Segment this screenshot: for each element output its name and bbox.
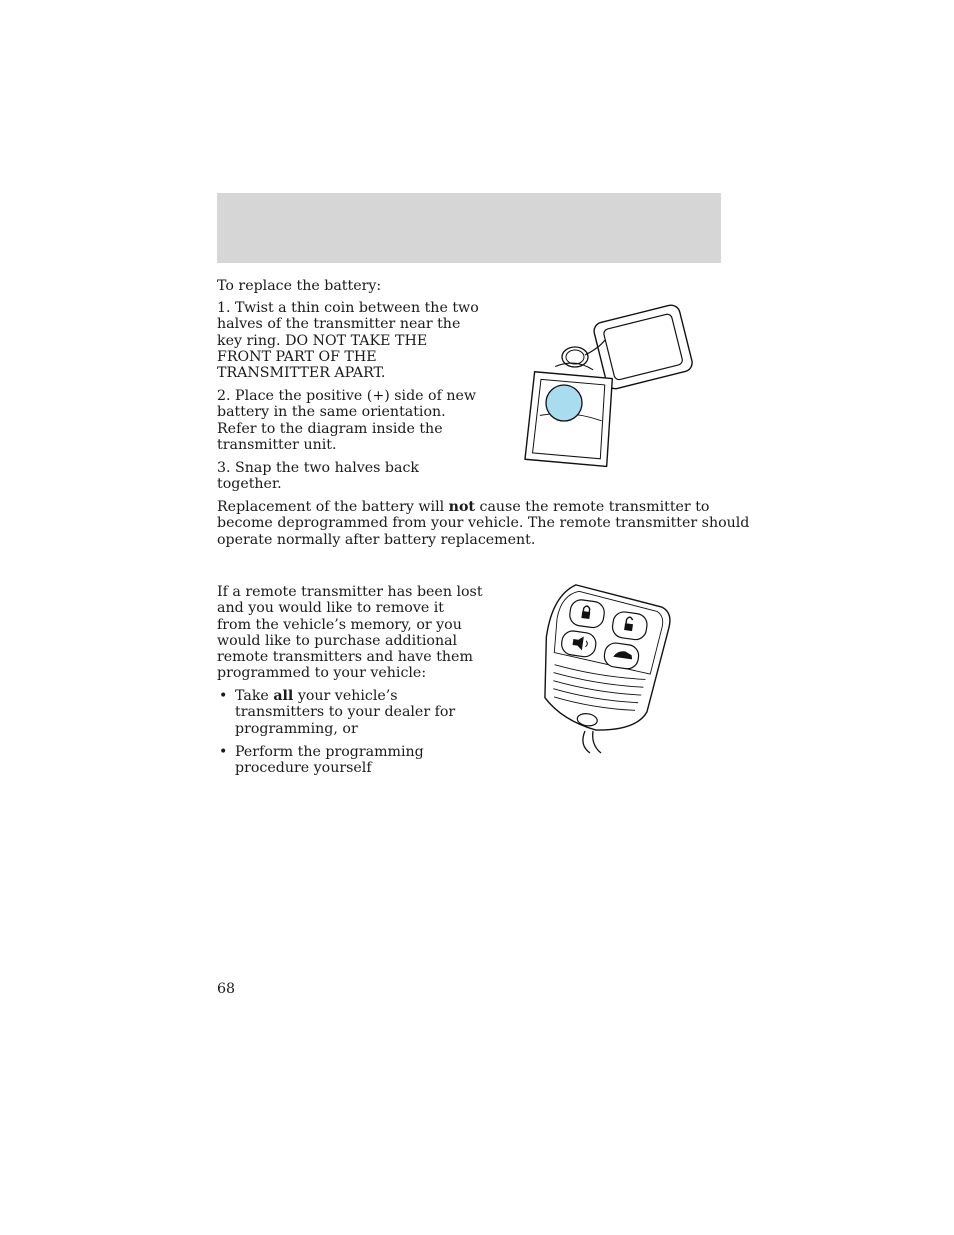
bullet-self-program: Perform the programming procedure yourself xyxy=(235,744,424,777)
transmitter-battery-illustration xyxy=(515,300,695,470)
step-3: 3. Snap the two halves back together. xyxy=(217,460,420,493)
lost-transmitter-text: If a remote transmitter has been lost and you would like to remove it from the vehicle’s memory, or you would like to purchase additional remote transmitters and have them programmed to your vehicle: xyxy=(217,584,483,682)
intro-text: To replace the battery: xyxy=(217,278,382,294)
remote-transmitter-illustration xyxy=(535,585,670,755)
step-2: 2. Place the positive (+) side of new battery in the same orientation. Refer to the diagram inside the transmitter unit. xyxy=(217,388,477,453)
section-header-band xyxy=(217,193,721,263)
page-number: 68 xyxy=(217,981,236,997)
bullet-marker: • xyxy=(219,744,228,760)
battery-note: Replacement of the battery will not cause the remote transmitter to become deprogrammed from your vehicle. The remote transmitter should operate normally after battery replacement. xyxy=(217,499,750,548)
step-1: 1. Twist a thin coin between the two halves of the transmitter near the key ring. DO NOT TAKE THE FRONT PART OF THE TRANSMITTER APART. xyxy=(217,300,479,382)
bullet-marker: • xyxy=(219,688,228,704)
bullet-dealer: Take all your vehicle’s transmitters to your dealer for programming, or xyxy=(235,688,456,737)
